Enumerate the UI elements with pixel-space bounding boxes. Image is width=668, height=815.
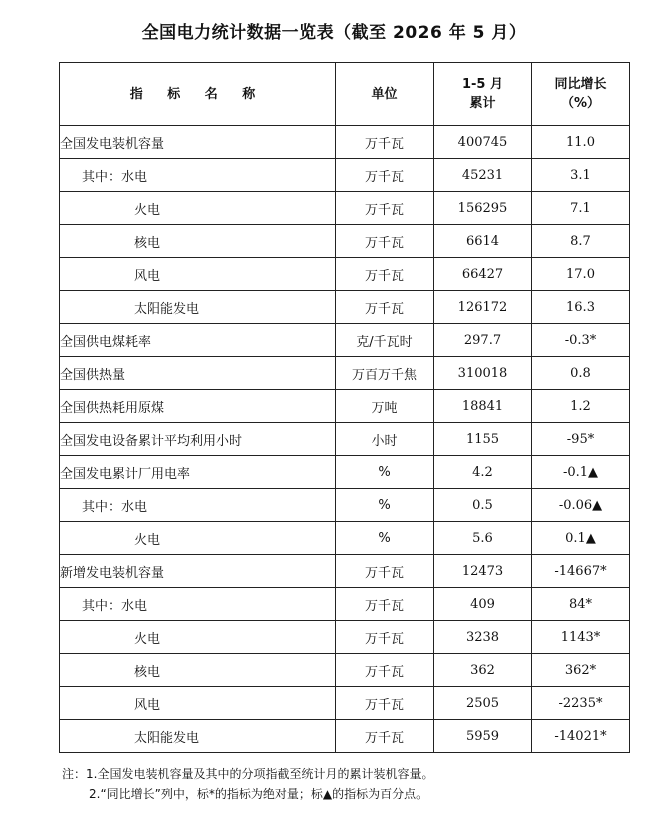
table-row: [60, 324, 630, 357]
table-row: [60, 291, 630, 324]
table-row: [60, 654, 630, 687]
cumulative-value-cell: 1155: [434, 423, 532, 456]
cumulative-value-cell: 3238: [434, 621, 532, 654]
unit-cell: %: [336, 489, 434, 522]
cumulative-value-cell: 0.5: [434, 489, 532, 522]
indicator-name-cell: 新增发电装机容量: [60, 555, 336, 588]
indicator-name-cell: 核电: [60, 654, 336, 687]
table-row: [60, 192, 630, 225]
table-row: [60, 588, 630, 621]
unit-cell: 万千瓦: [336, 588, 434, 621]
table-row: [60, 687, 630, 720]
indicator-name-cell: 全国发电设备累计平均利用小时: [60, 423, 336, 456]
unit-cell: %: [336, 522, 434, 555]
unit-cell: 万千瓦: [336, 126, 434, 159]
unit-cell: 万吨: [336, 390, 434, 423]
footnote-1: 注：1.全国发电装机容量及其中的分项指截至统计月的累计装机容量。: [62, 767, 434, 781]
indicator-name-cell: 火电: [60, 522, 336, 555]
indicator-name-cell: 全国供热耗用原煤: [60, 390, 336, 423]
table-row: [60, 390, 630, 423]
unit-cell: 万千瓦: [336, 291, 434, 324]
unit-cell: 万百万千焦: [336, 357, 434, 390]
table-row: [60, 555, 630, 588]
growth-value-cell: 0.8: [532, 357, 630, 390]
header-growth: [532, 63, 630, 126]
indicator-name-cell: 火电: [60, 192, 336, 225]
footnotes: [62, 764, 433, 804]
growth-value-cell: 362*: [532, 654, 630, 687]
unit-cell: 万千瓦: [336, 258, 434, 291]
indicator-name-cell: 太阳能发电: [60, 720, 336, 753]
growth-value-cell: 17.0: [532, 258, 630, 291]
growth-value-cell: -0.3*: [532, 324, 630, 357]
unit-cell: 克/千瓦时: [336, 324, 434, 357]
growth-value-cell: 16.3: [532, 291, 630, 324]
table-row: [60, 126, 630, 159]
cumulative-value-cell: 6614: [434, 225, 532, 258]
table-row: [60, 621, 630, 654]
growth-value-cell: 8.7: [532, 225, 630, 258]
growth-value-cell: 0.1▲: [532, 522, 630, 555]
growth-value-cell: -0.1▲: [532, 456, 630, 489]
footnote-2: 2.“同比增长”列中，标*的指标为绝对量；标▲的指标为百分点。: [89, 787, 429, 801]
cumulative-value-cell: 2505: [434, 687, 532, 720]
indicator-name-cell: 其中：水电: [60, 588, 336, 621]
growth-value-cell: -14021*: [532, 720, 630, 753]
indicator-name-cell: 风电: [60, 258, 336, 291]
growth-value-cell: 84*: [532, 588, 630, 621]
cumulative-value-cell: 45231: [434, 159, 532, 192]
unit-cell: 小时: [336, 423, 434, 456]
header-indicator-name: 指 标 名 称: [60, 63, 336, 126]
indicator-name-cell: 其中：水电: [60, 489, 336, 522]
table-row: [60, 423, 630, 456]
cumulative-value-cell: 4.2: [434, 456, 532, 489]
cumulative-value-cell: 362: [434, 654, 532, 687]
indicator-name-cell: 全国发电装机容量: [60, 126, 336, 159]
table-row: [60, 159, 630, 192]
growth-value-cell: -14667*: [532, 555, 630, 588]
statistics-table: [59, 62, 630, 753]
header-cumulative-line2: 累计: [469, 96, 496, 111]
unit-cell: 万千瓦: [336, 621, 434, 654]
unit-cell: 万千瓦: [336, 159, 434, 192]
indicator-name-cell: 全国发电累计厂用电率: [60, 456, 336, 489]
growth-value-cell: 11.0: [532, 126, 630, 159]
cumulative-value-cell: 310018: [434, 357, 532, 390]
header-unit: 单位: [336, 63, 434, 126]
indicator-name-cell: 其中：水电: [60, 159, 336, 192]
growth-value-cell: 1143*: [532, 621, 630, 654]
unit-cell: 万千瓦: [336, 555, 434, 588]
growth-value-cell: 7.1: [532, 192, 630, 225]
cumulative-value-cell: 5.6: [434, 522, 532, 555]
cumulative-value-cell: 156295: [434, 192, 532, 225]
growth-value-cell: -2235*: [532, 687, 630, 720]
table-row: [60, 720, 630, 753]
cumulative-value-cell: 126172: [434, 291, 532, 324]
table-body: [60, 126, 630, 753]
table-row: [60, 489, 630, 522]
unit-cell: 万千瓦: [336, 192, 434, 225]
table-row: [60, 258, 630, 291]
cumulative-value-cell: 66427: [434, 258, 532, 291]
cumulative-value-cell: 400745: [434, 126, 532, 159]
growth-value-cell: 3.1: [532, 159, 630, 192]
unit-cell: 万千瓦: [336, 654, 434, 687]
header-cumulative-line1: 1-5 月: [461, 77, 503, 92]
growth-value-cell: 1.2: [532, 390, 630, 423]
cumulative-value-cell: 409: [434, 588, 532, 621]
unit-cell: 万千瓦: [336, 687, 434, 720]
indicator-name-cell: 太阳能发电: [60, 291, 336, 324]
unit-cell: 万千瓦: [336, 225, 434, 258]
growth-value-cell: -95*: [532, 423, 630, 456]
indicator-name-cell: 核电: [60, 225, 336, 258]
growth-value-cell: -0.06▲: [532, 489, 630, 522]
indicator-name-cell: 火电: [60, 621, 336, 654]
cumulative-value-cell: 18841: [434, 390, 532, 423]
page-title: 全国电力统计数据一览表（截至 2026 年 5 月）: [141, 23, 527, 43]
indicator-name-cell: 全国供热量: [60, 357, 336, 390]
cumulative-value-cell: 297.7: [434, 324, 532, 357]
table-row: [60, 456, 630, 489]
header-growth-line1: 同比增长: [554, 77, 607, 92]
header-growth-line2: （%）: [560, 96, 601, 111]
cumulative-value-cell: 12473: [434, 555, 532, 588]
header-cumulative: [434, 63, 532, 126]
table-header-row: [60, 63, 630, 126]
table-row: [60, 522, 630, 555]
cumulative-value-cell: 5959: [434, 720, 532, 753]
unit-cell: 万千瓦: [336, 720, 434, 753]
table-row: [60, 225, 630, 258]
unit-cell: %: [336, 456, 434, 489]
indicator-name-cell: 风电: [60, 687, 336, 720]
indicator-name-cell: 全国供电煤耗率: [60, 324, 336, 357]
table-row: [60, 357, 630, 390]
